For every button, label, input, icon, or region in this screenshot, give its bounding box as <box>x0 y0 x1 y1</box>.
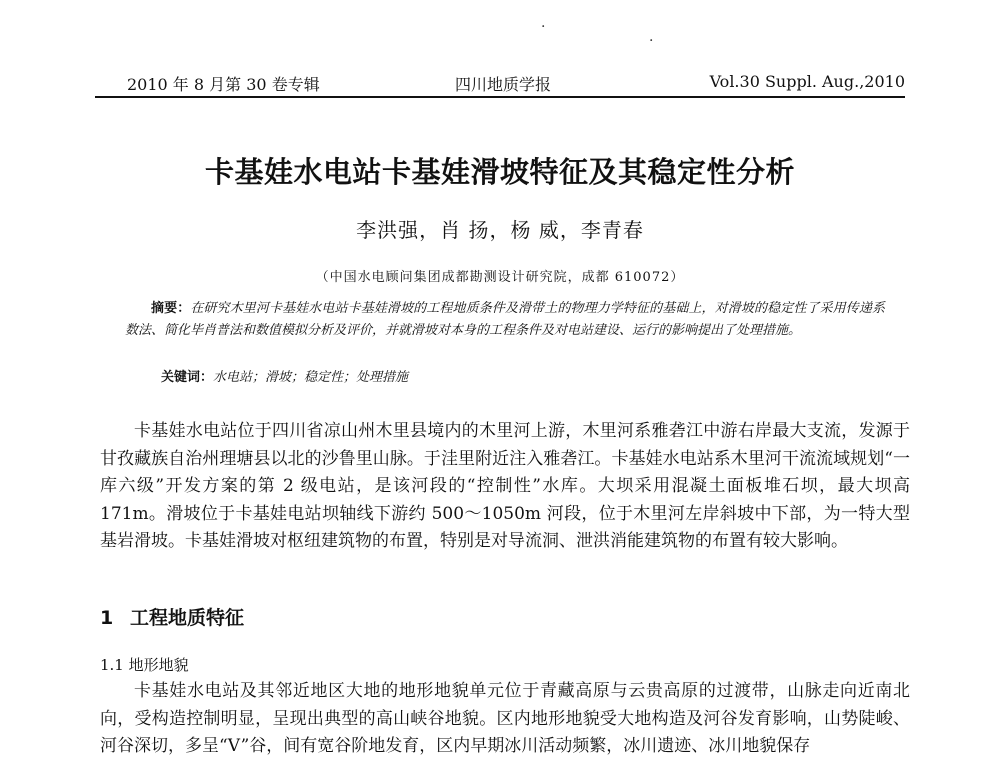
journal-header <box>95 70 905 98</box>
abstract-label: 摘要： <box>151 301 191 316</box>
author-affiliation: （中国水电顾问集团成都勘测设计研究院，成都 610072） <box>315 270 685 285</box>
intro-paragraph: 卡基娃水电站位于四川省凉山州木里县境内的木里河上游，木里河系雅砻江中游右岸最大支流，发源于甘孜藏族自治州理塘县以北的沙鲁里山脉。于洼里附近注入雅砻江。卡基娃水电站系木里河干流流域规划“一库六级”开发方案的第 2 级电站，是该河段的“控制性”水库。大坝采用混凝土面板堆石坝，最大坝高 171m。滑坡位于卡基娃电站坝轴线下游约 500～1050m 河段，位于木里河左岸斜坡中下部，为一特大型基岩滑坡。卡基娃滑坡对枢纽建筑物的布置，特别是对导流洞、泄洪消能建筑物的布置有较大影响。 <box>100 421 910 551</box>
subsection-heading: 1.1 地形地貌 <box>100 656 189 674</box>
paper-title: 卡基娃水电站卡基娃滑坡特征及其稳定性分析 <box>204 155 795 189</box>
paper-authors: 李洪强，肖 扬，杨 威，李青春 <box>356 218 644 242</box>
header-volume: Vol.30 Suppl. Aug.,2010 <box>709 72 905 91</box>
keywords-line <box>161 366 408 385</box>
section-heading <box>100 603 244 630</box>
header-journal-name: 四川地质学报 <box>455 75 552 94</box>
abstract-text: 在研究木里河卡基娃水电站卡基娃滑坡的工程地质条件及滑带土的物理力学特征的基础上，对滑坡的稳定性了采用传递系数法、简化毕肖普法和数值模拟分析及评价，并就滑坡对本身的工程条件及对电站建设、运行的影响提出了处理措施。 <box>125 301 885 338</box>
scan-specks <box>0 12 1000 49</box>
abstract-block <box>125 298 885 342</box>
section-paragraph: 卡基娃水电站及其邻近地区大地的地形地貌单元位于青藏高原与云贵高原的过渡带，山脉走向近南北向，受构造控制明显，呈现出典型的高山峡谷地貌。区内地形地貌受大地构造及河谷发育影响，山势陡峻、河谷深切，多呈“V”谷，间有宽谷阶地发育，区内早期冰川活动频繁，冰川遗迹、冰川地貌保存 <box>100 681 910 756</box>
section-title: 工程地质特征 <box>130 607 245 629</box>
abstract-paragraph <box>125 298 885 342</box>
section-number: 1 <box>100 607 114 629</box>
scan-speck: · <box>649 33 654 49</box>
keywords-text: 水电站；滑坡；稳定性；处理措施 <box>213 370 409 385</box>
keywords-label: 关键词： <box>161 370 214 385</box>
header-issue: 2010 年 8 月第 30 卷专辑 <box>127 75 320 94</box>
scan-speck: · <box>541 19 546 35</box>
